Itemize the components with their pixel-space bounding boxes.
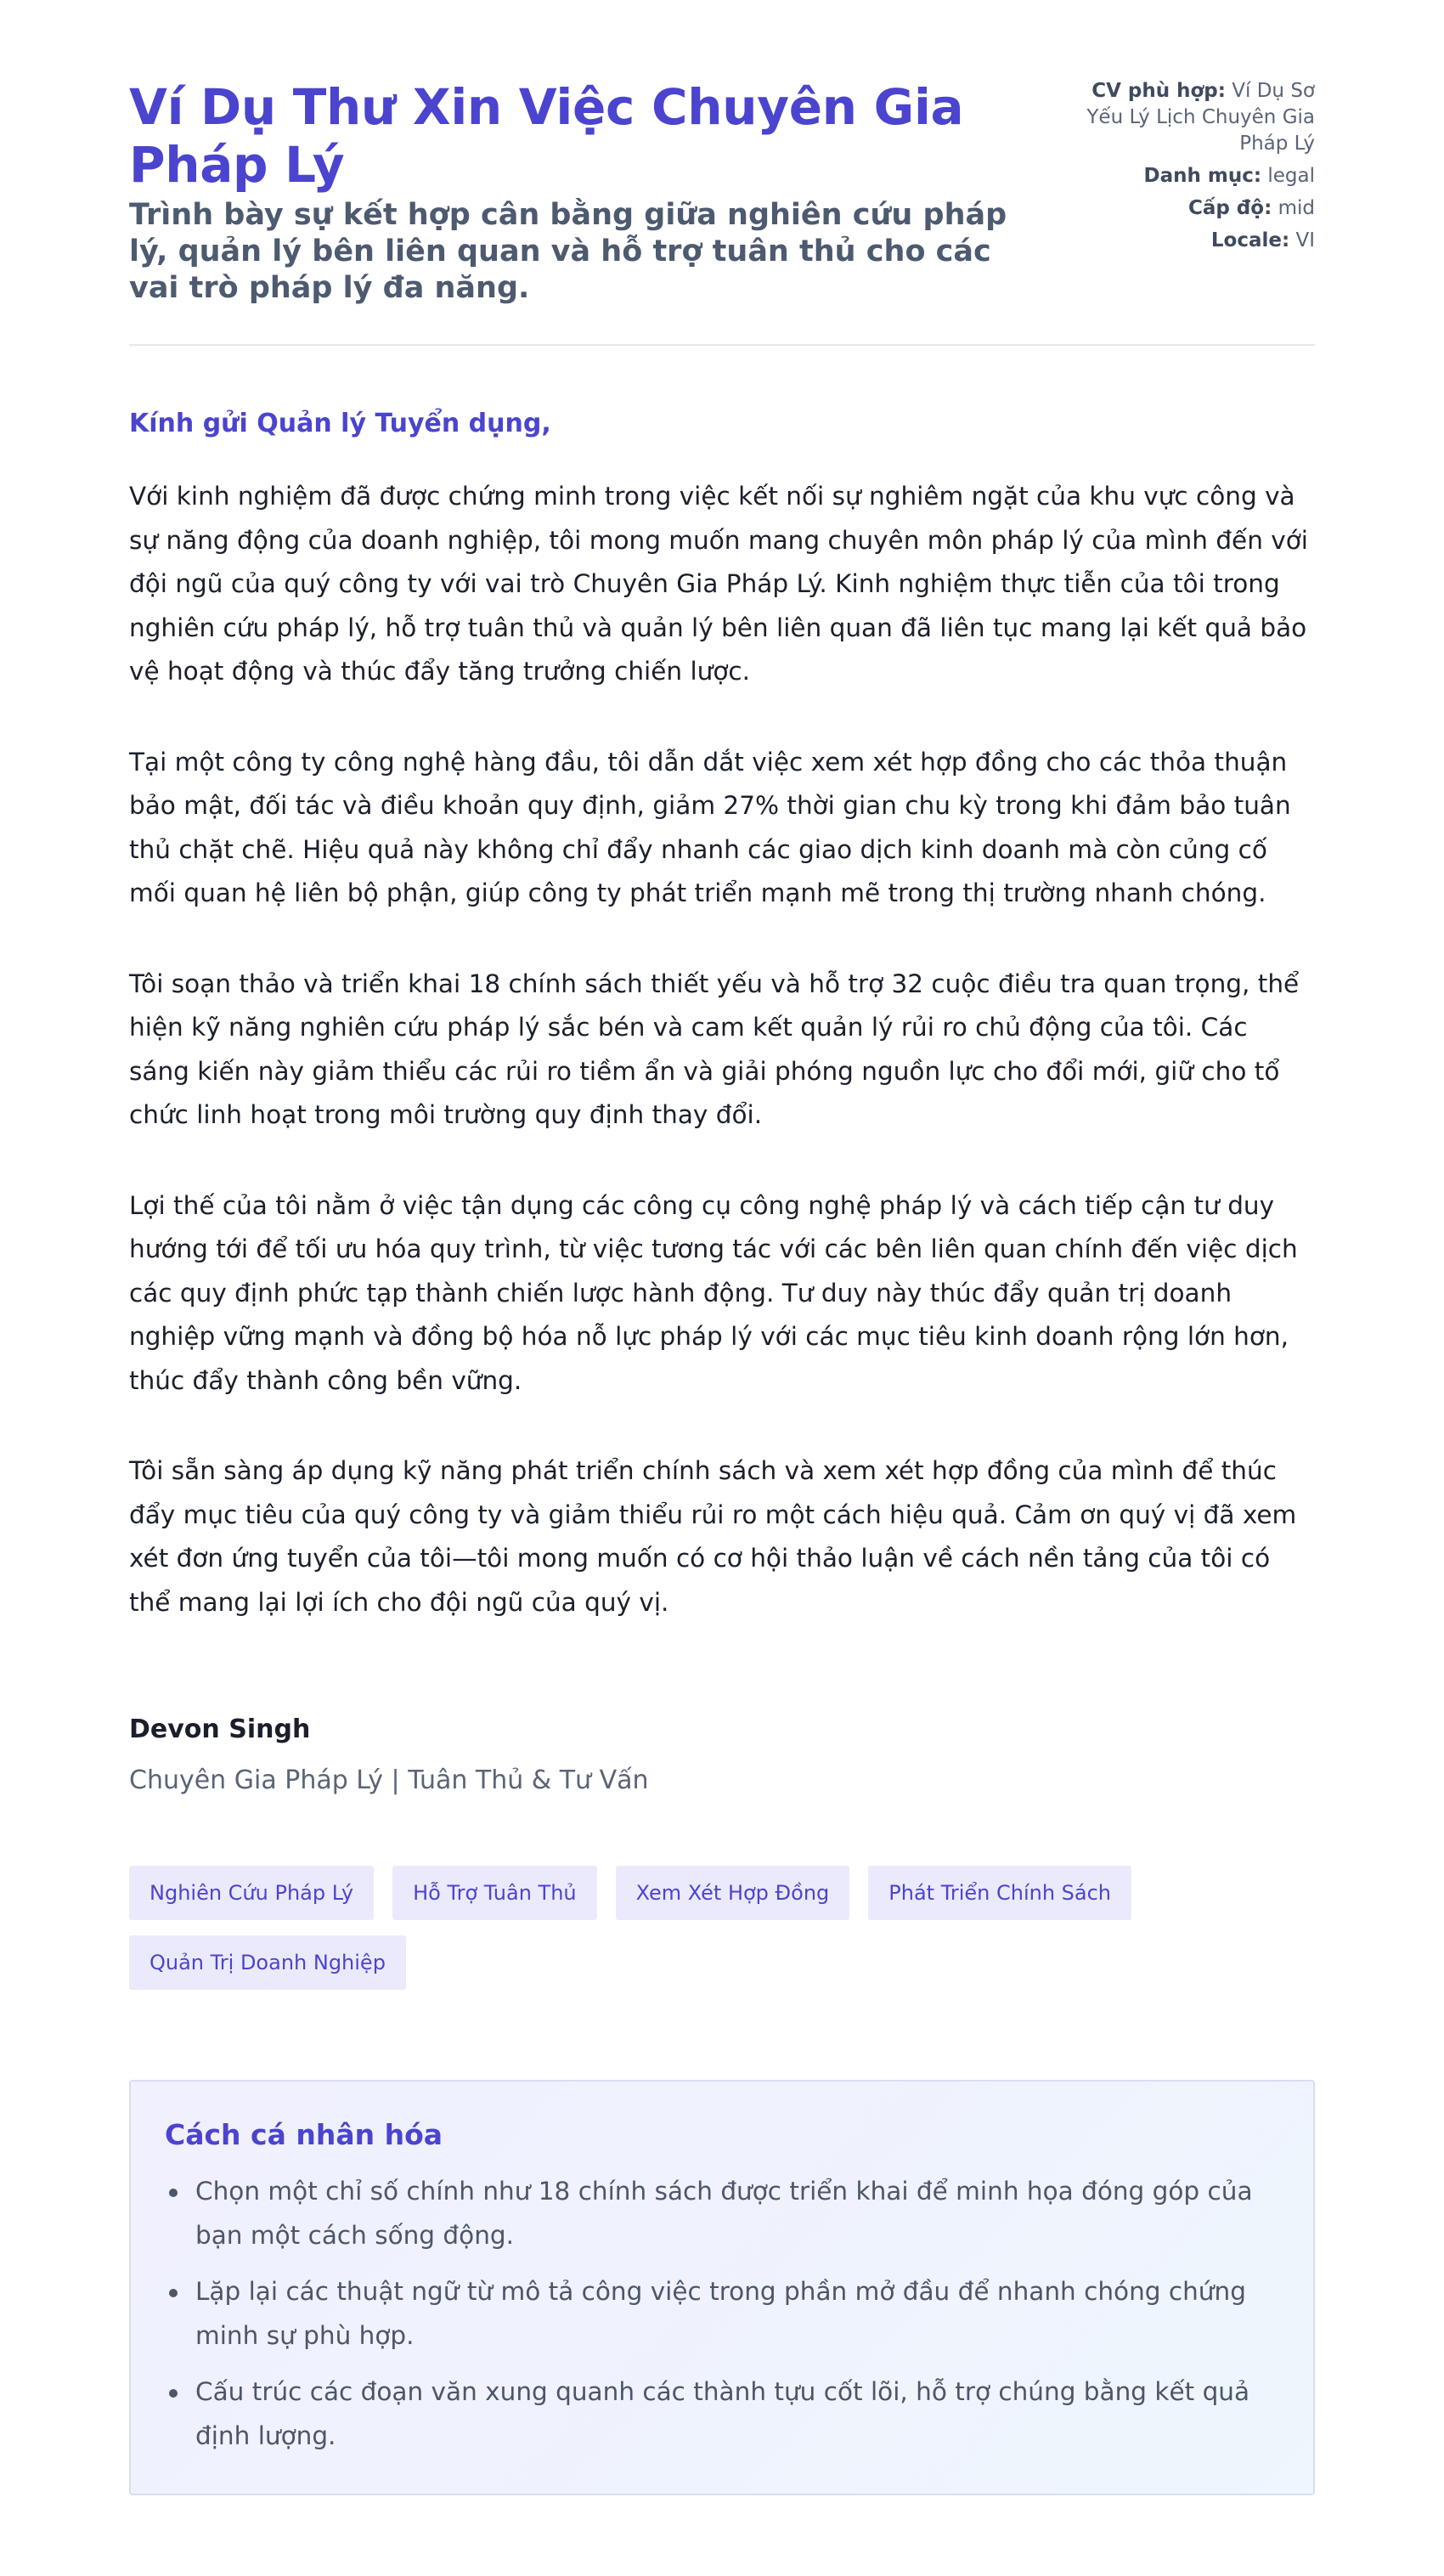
meta-category bbox=[1060, 163, 1315, 189]
personalization-tips bbox=[129, 2080, 1315, 2495]
meta-locale-value: VI bbox=[1295, 229, 1315, 251]
meta-level-label: Cấp độ: bbox=[1187, 197, 1272, 219]
meta-category-label: Danh mục: bbox=[1143, 165, 1262, 187]
skill-tags bbox=[129, 1866, 1301, 2005]
tip-item: Lặp lại các thuật ngữ từ mô tả công việc trong phần mở đầu để nhanh chóng chứng minh sự phù hợp. bbox=[195, 2270, 1279, 2358]
tip-item: Chọn một chỉ số chính như 18 chính sách được triển khai để minh họa đóng góp của bạn một cách sống động. bbox=[195, 2170, 1279, 2257]
letter-greeting: Kính gửi Quản lý Tuyển dụng, bbox=[129, 409, 551, 438]
meta-level-value: mid bbox=[1278, 197, 1315, 219]
meta-level bbox=[1060, 195, 1315, 222]
letter-paragraph: Với kinh nghiệm đã được chứng minh trong việc kết nối sự nghiêm ngặt của khu vực công và sự năng động của doanh nghiệp, tôi mong muốn mang chuyên môn pháp lý của mình đến với đội ngũ của quý công ty với vai trò Chuyên Gia Pháp Lý. Kinh nghiệm thực tiễn của tôi trong nghiên cứu pháp lý, hỗ trợ tuân thủ và quản lý bên liên quan đã liên tục mang lại kết quả bảo vệ hoạt động và thúc đẩy tăng trưởng chiến lược. bbox=[129, 482, 1308, 686]
header-titles bbox=[129, 78, 1029, 307]
meta-category-value: legal bbox=[1267, 165, 1315, 187]
signature-title: Chuyên Gia Pháp Lý | Tuân Thủ & Tư Vấn bbox=[129, 1765, 649, 1795]
tips-list bbox=[165, 2170, 1279, 2458]
letter-body bbox=[129, 407, 1315, 1798]
skill-tag: Nghiên Cứu Pháp Lý bbox=[129, 1866, 374, 1920]
letter-paragraph: Tôi sẵn sàng áp dụng kỹ năng phát triển chính sách và xem xét hợp đồng của mình để thúc đẩy mục tiêu của quý công ty và giảm thiểu rủi ro một cách hiệu quả. Cảm ơn quý vị đã xem xét đơn ứng tuyển của tôi—tôi mong muốn có cơ hội thảo luận về cách nền tảng của tôi có thể mang lại lợi ích cho đội ngũ của quý vị. bbox=[129, 1456, 1297, 1617]
meta-locale-label: Locale: bbox=[1210, 229, 1290, 251]
meta-cv-value[interactable]: Ví Dụ Sơ Yếu Lý Lịch Chuyên Gia Pháp Lý bbox=[1086, 80, 1315, 155]
meta-panel bbox=[1060, 78, 1315, 260]
tips-title: Cách cá nhân hóa bbox=[165, 2118, 443, 2151]
meta-cv-label: CV phù hợp: bbox=[1091, 80, 1226, 102]
letter-paragraph: Tại một công ty công nghệ hàng đầu, tôi dẫn dắt việc xem xét hợp đồng cho các thỏa thuận bảo mật, đối tác và điều khoản quy định, giảm 27% thời gian chu kỳ trong khi đảm bảo tuân thủ chặt chẽ. Hiệu quả này không chỉ đẩy nhanh các giao dịch kinh doanh mà còn củng cố mối quan hệ liên bộ phận, giúp công ty phát triển mạnh mẽ trong thị trường nhanh chóng. bbox=[129, 747, 1291, 907]
skill-tag: Hỗ Trợ Tuân Thủ bbox=[392, 1866, 597, 1920]
page-subtitle: Trình bày sự kết hợp cân bằng giữa nghiên cứu pháp lý, quản lý bên liên quan và hỗ trợ tuân thủ cho các vai trò pháp lý đa năng. bbox=[129, 198, 1007, 305]
tip-item: Cấu trúc các đoạn văn xung quanh các thành tựu cốt lõi, hỗ trợ chúng bằng kết quả định lượng. bbox=[195, 2370, 1279, 2458]
meta-cv bbox=[1060, 78, 1315, 157]
meta-locale bbox=[1060, 228, 1315, 254]
skill-tag: Phát Triển Chính Sách bbox=[868, 1866, 1131, 1920]
skill-tag: Xem Xét Hợp Đồng bbox=[616, 1866, 850, 1920]
signature-name: Devon Singh bbox=[129, 1715, 311, 1744]
page-title: Ví Dụ Thư Xin Việc Chuyên Gia Pháp Lý bbox=[129, 78, 964, 194]
page-header bbox=[129, 78, 1315, 346]
letter-paragraph: Tôi soạn thảo và triển khai 18 chính sách thiết yếu và hỗ trợ 32 cuộc điều tra quan trọng, thể hiện kỹ năng nghiên cứu pháp lý sắc bén và cam kết quản lý rủi ro chủ động của tôi. Các sáng kiến này giảm thiểu các rủi ro tiềm ẩn và giải phóng nguồn lực cho đổi mới, giữ cho tổ chức linh hoạt trong môi trường quy định thay đổi. bbox=[129, 969, 1300, 1129]
skill-tag: Quản Trị Doanh Nghiệp bbox=[129, 1935, 406, 1990]
letter-paragraph: Lợi thế của tôi nằm ở việc tận dụng các công cụ công nghệ pháp lý và cách tiếp cận tư duy hướng tới để tối ưu hóa quy trình, từ việc tương tác với các bên liên quan chính đến việc dịch các quy định phức tạp thành chiến lược hành động. Tư duy này thúc đẩy quản trị doanh nghiệp vững mạnh và đồng bộ hóa nỗ lực pháp lý với các mục tiêu kinh doanh rộng lớn hơn, thúc đẩy thành công bền vững. bbox=[129, 1190, 1298, 1395]
